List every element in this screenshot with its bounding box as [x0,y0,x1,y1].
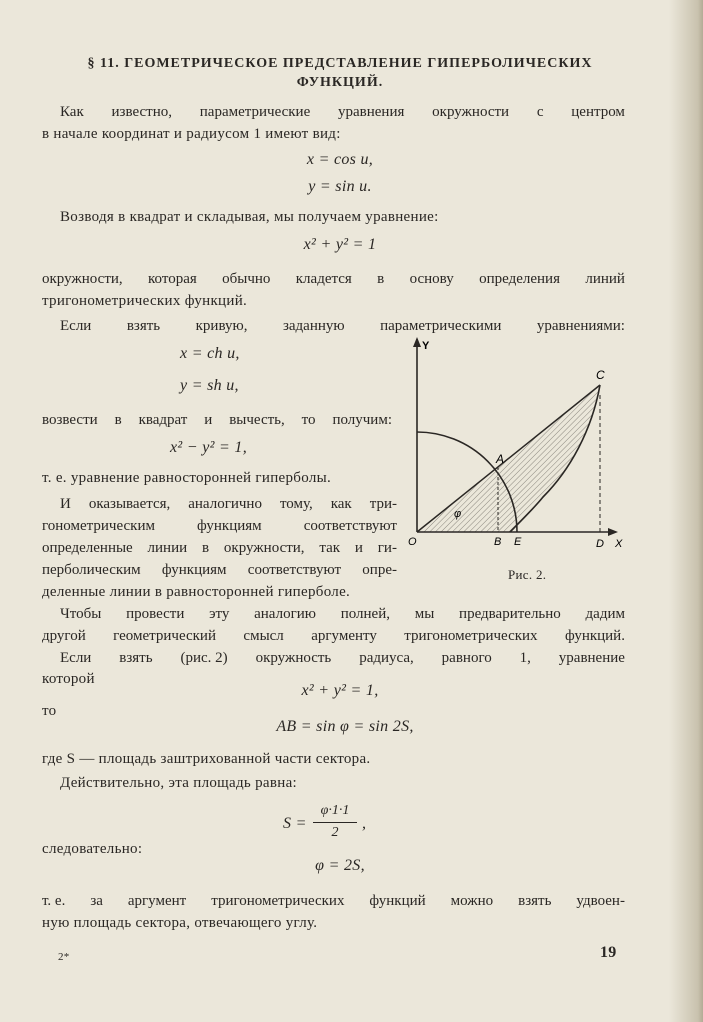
word: аналогию [254,606,316,622]
word: в [114,412,122,428]
p13-line1 [42,892,625,910]
word: уравнение [558,650,625,666]
word: функций [369,893,426,909]
word: которая [148,271,197,287]
equation-phi-2s: φ = 2S, [315,857,365,874]
equation-x-cos: x = cos u, [306,151,374,168]
word: тригонометрических [211,893,345,909]
word: другой [42,628,86,644]
word: с [536,104,544,120]
p3-line2: тригонометрических функций. [42,293,248,309]
word: геометрический [113,628,216,644]
word: Если [60,650,92,666]
label-y: Y [422,340,430,352]
word: окружности [432,104,510,120]
p2-text: Возводя в квадрат и складывая, мы получаем уравнение: [60,209,439,225]
word: заданную [282,318,345,334]
word: аналогично [188,496,262,512]
word: Как [60,104,84,120]
word: провести [126,606,185,622]
equation-x-ch: x = ch u, [180,345,240,362]
equation-y-sh: y = sh u, [180,377,239,394]
label-d: D [596,538,604,550]
p7-line1 [60,495,397,513]
section-heading-line1: § 11. ГЕОМЕТРИЧЕСКОЕ ПРЕДСТАВЛЕНИЕ ГИПЕРБОЛИЧЕСКИХ [87,56,593,71]
figure-caption: Рис. 2. [508,567,547,582]
word: эту [209,606,230,622]
word: кривую, [195,318,248,334]
word: перболическим [42,562,141,578]
word: три- [369,496,397,512]
word: Чтобы [60,606,102,622]
word: ги- [377,540,397,556]
word: линии [147,540,188,556]
label-e: E [514,536,522,548]
p1-line1 [60,103,625,121]
word: функциям [161,562,227,578]
word: т. е. [42,893,66,909]
p12-text: следовательно: [42,841,143,857]
equation-circle-2: x² + y² = 1, [301,682,379,699]
printer-signature: 2* [58,951,70,963]
word: параметрическими [380,318,502,334]
word: дадим [585,606,625,622]
word: взять [518,893,552,909]
word: как [330,496,352,512]
p7-line2 [42,517,397,535]
p8-line1 [60,605,625,623]
p7-line4 [42,561,397,579]
word: квадрат [138,412,188,428]
equation-hyperbola: x² − y² = 1, [170,439,247,456]
p1-line2: в начале координат и радиусом 1 имеют вид: [42,126,341,142]
page-edge-shadow [669,0,703,1022]
word: Если [60,318,92,334]
word: окружности, [42,271,123,287]
p5-line [42,411,392,429]
word: предварительно [459,606,561,622]
word: определенные [42,540,133,556]
p10-text: где S — площадь заштрихованной части сектора. [42,751,371,767]
word: обычно [222,271,271,287]
word: в [377,271,385,287]
fraction-comma: , [362,815,367,832]
word: и [204,412,213,428]
word: удвоен- [576,893,625,909]
section-heading-line2: ФУНКЦИЙ. [296,75,384,90]
word: функций. [564,628,625,644]
word: в [201,540,210,556]
word: смысл [243,628,284,644]
word: окружность [255,650,332,666]
p9-line1 [60,649,625,667]
label-a: A [496,452,505,466]
word: возвести [42,412,98,428]
label-phi: φ [454,508,462,520]
word: соответствуют [247,562,342,578]
word: (рис. 2) [180,650,228,666]
word: определения [479,271,560,287]
word: то [301,412,316,428]
word: полней, [340,606,390,622]
label-b: B [494,536,502,548]
word: аргументу [311,628,377,644]
p7-line5: деленные линии в равносторонней гиперболе. [42,584,351,600]
word: так [319,540,341,556]
equation-s-lhs: S = [283,815,307,832]
equation-ab-sin: AB = sin φ = sin 2S, [276,718,414,735]
p6-text: т. е. уравнение равносторонней гиперболы. [42,470,332,486]
word: опре- [362,562,397,578]
word: основу [409,271,454,287]
p7-line3 [42,539,397,557]
word: гонометрическим [42,518,155,534]
word: вычесть, [229,412,285,428]
word: оказывается, [88,496,171,512]
word: уравнения [338,104,405,120]
p8-line2 [42,627,625,645]
word: соответствуют [303,518,397,534]
figure-circle-hyperbola [400,335,630,567]
word: аргумент [127,893,187,909]
label-o: O [408,536,417,548]
word: тому, [279,496,313,512]
label-x: X [615,538,623,550]
word: равного [441,650,492,666]
word: получим: [332,412,392,428]
p4-line1 [60,317,625,335]
fraction-bar [313,822,357,823]
word: И [60,496,71,512]
page-number: 19 [600,944,617,961]
word: и [354,540,363,556]
word: уравнениями: [536,318,625,334]
label-c: C [596,368,605,382]
word: тригонометрических [404,628,538,644]
y-axis-arrow [413,337,421,347]
word: линий [585,271,625,287]
word: мы [414,606,435,622]
p3-line1 [42,270,625,288]
word: взять [119,650,153,666]
equation-circle: x² + y² = 1 [303,236,377,253]
word: функциям [197,518,262,534]
word: 1, [519,650,531,666]
word: параметрические [199,104,311,120]
word: кладется [295,271,352,287]
word: центром [571,104,625,120]
fraction-numerator: φ·1·1 [320,803,350,818]
p13-line2: ную площадь сектора, отвечающего углу. [42,915,318,931]
word: можно [450,893,494,909]
x-axis-arrow [608,528,618,536]
word: взять [126,318,161,334]
word: известно, [111,104,172,120]
fraction-denominator: 2 [331,825,339,840]
p11-text: Действительно, эта площадь равна: [60,775,298,791]
text-to: то [42,703,57,719]
word: за [90,893,103,909]
word: радиуса, [359,650,414,666]
p9-line2: которой [42,671,95,687]
equation-y-sin: y = sin u. [308,178,372,195]
word: окружности, [223,540,305,556]
